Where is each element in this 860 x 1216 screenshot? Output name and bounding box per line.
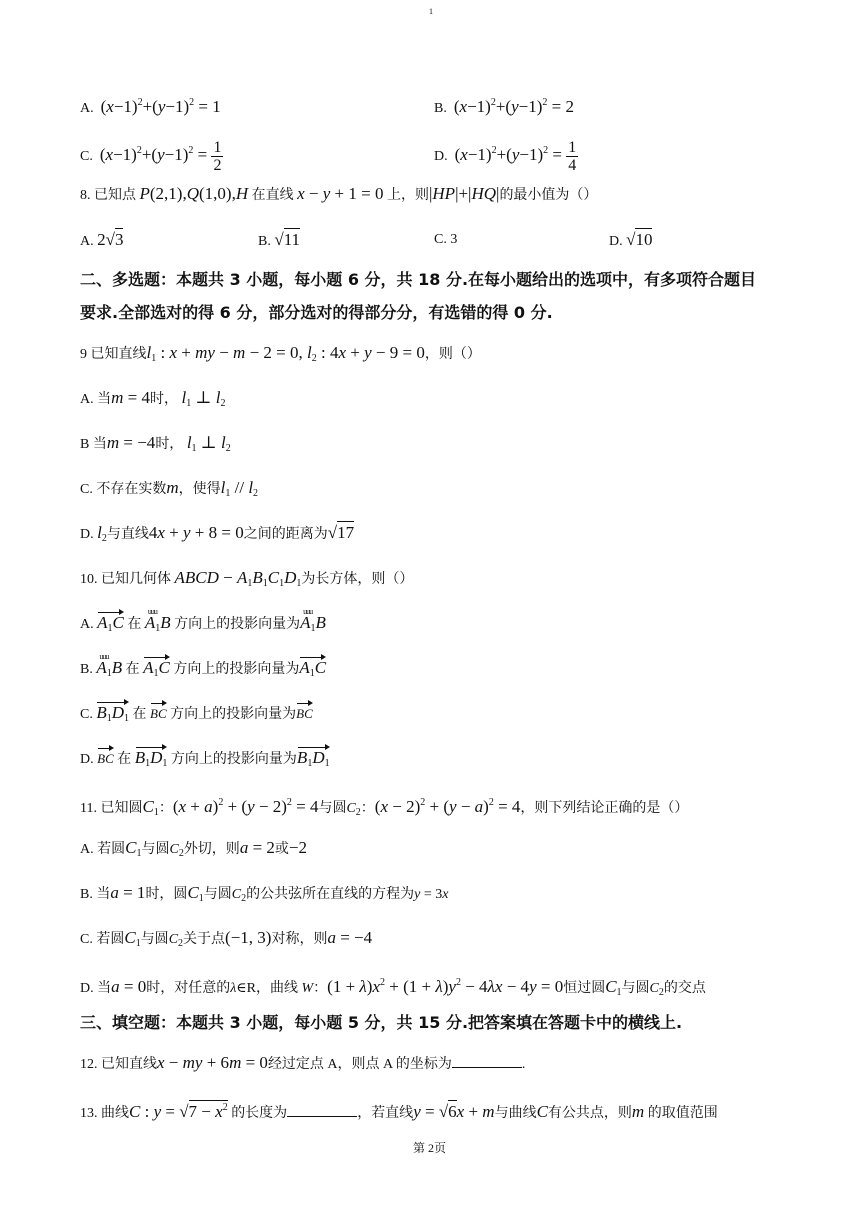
q11-option-c: C. 若圆$C_1$与圆$C_2$关于点(−1, 3)对称，则a = −4	[80, 928, 373, 949]
section3-heading: 三、填空题：本题共 3 小题，每小题 5 分，共 15 分.把答案填在答题卡中的横线上.	[80, 1013, 683, 1032]
q11-option-b: B. 当a = 1时，圆$C_1$与圆$C_2$的公共弦所在直线的方程为y = 3x	[80, 883, 449, 904]
q10-stem: 10. 已知几何体 ABCD − $A_1B_1C_1D_1$为长方体，则（）	[80, 568, 414, 589]
q9-option-d: D. $l_2$与直线4x + y + 8 = 0之间的距离为√17	[80, 523, 355, 544]
q12-answer-blank[interactable]	[452, 1067, 522, 1068]
q11-option-a: A. 若圆$C_1$与圆$C_2$外切，则a = 2或−2	[80, 838, 307, 859]
page-number: 第 2页	[413, 1141, 447, 1155]
q13-stem: 13. 曲线C : $y = √7 - x^2$ 的长度为 ，若直线y = √6x + m与曲线C有公共点，则m 的取值范围	[80, 1102, 718, 1121]
q9-option-c: C. 不存在实数m，使得$l_1 // l_2$	[80, 478, 259, 499]
q7-option-a: A. $(x-1)^2+(y-1)^2 = 1$	[80, 97, 221, 116]
q7-option-d: D. $(x-1)^2+(y-1)^2$ = $\frac{1}{4}$	[434, 139, 577, 175]
q10-option-d: D. BC 在 $B_1D_1$ 方向上的投影向量为$B_1D_1$	[80, 748, 330, 774]
q8-option-b: B. √11	[258, 230, 301, 249]
q8-option-a: A. 2√3	[80, 230, 124, 249]
q9-stem: 9 已知直线$l_1$ : x + my − m − 2 = 0, $l_2$ : 4x + y − 9 = 0，则（）	[80, 343, 481, 364]
q12-stem: 12. 已知直线x − my + 6m = 0经过定点 A，则点 A 的坐标为 .	[80, 1053, 526, 1072]
q8-option-d: D. √10	[609, 230, 653, 249]
q11-stem: 11. 已知圆$C_1$：$(x + a)^2 + (y - 2)^2 = 4$与圆$C_2$：$(x - 2)^2 + (y - a)^2 = 4$，则下列结论正确的是（）	[80, 797, 689, 818]
q10-option-c: C. $B_1D_1$ 在 BC 方向上的投影向量为BC	[80, 703, 313, 729]
q9-option-b: B 当m = −4时， $l_1$ ⊥ $l_2$	[80, 433, 231, 454]
section2-heading-line1: 二、多选题：本题共 3 小题，每小题 6 分，共 18 分.在每小题给出的选项中，有多项符合题目	[80, 270, 757, 289]
q7-option-c: C. $(x-1)^2+(y-1)^2$ = $\frac{1}{2}$	[80, 139, 222, 175]
page-marker: 1	[429, 7, 433, 16]
q7-option-b: B. $(x-1)^2+(y-1)^2 = 2$	[434, 97, 574, 116]
q8-option-c: C. 3	[434, 232, 458, 247]
q8-stem: 8. 已知点 P(2,1),Q(1,0),H 在直线 x − y + 1 = 0 上，则|HP|+|HQ|的最小值为（）	[80, 184, 598, 203]
section2-heading-line2: 要求.全部选对的得 6 分，部分选对的得部分分，有选错的得 0 分.	[80, 303, 553, 322]
q11-option-d: D. 当a = 0时，对任意的λ∈R，曲线 W：$(1 + \lambda)x^2 + (1 + \lambda)y^2 - 4\lambda x - 4y = 0$恒过圆$C_1$与圆$C_2$的交点	[80, 977, 706, 998]
q10-option-b: B. uuu $A_1B$ 在 $A_1C$ 方向上的投影向量为$A_1C$	[80, 658, 326, 684]
q13-answer-blank[interactable]	[287, 1116, 357, 1117]
q10-option-a: A. $A_1C$ 在 uuu $A_1B$ 方向上的投影向量为uuu $A_1B$	[80, 613, 326, 639]
q9-option-a: A. 当m = 4时， $l_1$ ⊥ $l_2$	[80, 388, 226, 409]
